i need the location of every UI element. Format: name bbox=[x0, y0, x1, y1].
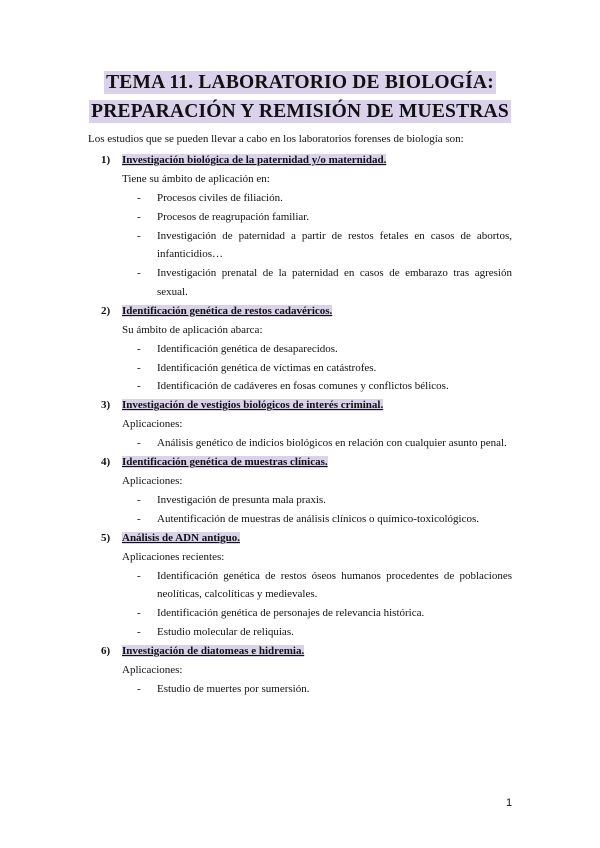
dash-bullet: - bbox=[137, 569, 141, 582]
dash-bullet: - bbox=[137, 625, 141, 638]
list-item-text: Identificación genética de víctimas en catástrofes. bbox=[157, 361, 377, 374]
title-line-1: TEMA 11. LABORATORIO DE BIOLOGÍA: bbox=[106, 72, 494, 93]
intro-text: Los estudios que se pueden llevar a cabo en los laboratorios forenses de biología son: bbox=[88, 133, 464, 145]
section-number: 1) bbox=[101, 154, 111, 166]
section-number: 3) bbox=[101, 399, 111, 412]
list-item-text: Investigación de paternidad a partir de restos fetales en casos de abortos, infanticidios… bbox=[157, 229, 512, 261]
list-item bbox=[0, 680, 600, 699]
section-title: Investigación biológica de la paternidad y/o maternidad. bbox=[122, 154, 387, 166]
dash-bullet: - bbox=[137, 607, 141, 620]
section-title: Investigación de diatomeas e hidremia. bbox=[122, 644, 305, 657]
section-subtitle: Aplicaciones: bbox=[122, 663, 183, 676]
section-number: 5) bbox=[101, 531, 111, 544]
section-title: Análisis de ADN antiguo. bbox=[122, 531, 240, 544]
list-item bbox=[0, 491, 600, 510]
dash-bullet: - bbox=[137, 682, 141, 695]
section-heading bbox=[0, 396, 600, 415]
dash-bullet: - bbox=[137, 512, 141, 525]
list-item-text: Identificación genética de personajes de relevancia histórica. bbox=[157, 607, 425, 620]
section-heading bbox=[0, 302, 600, 321]
sections-list bbox=[0, 151, 600, 699]
list-item bbox=[0, 377, 600, 396]
list-item bbox=[0, 189, 600, 208]
dash-bullet: - bbox=[137, 192, 141, 204]
list-item-text: Investigación prenatal de la paternidad en casos de embarazo tras agresión sexual. bbox=[157, 267, 512, 298]
section-subtitle: Tiene su ámbito de aplicación en: bbox=[122, 173, 270, 185]
list-item-text: Autentificación de muestras de análisis clínicos o químico-toxicológicos. bbox=[157, 512, 479, 525]
section-subtitle: Aplicaciones recientes: bbox=[122, 550, 225, 563]
list-item-text: Procesos de reagrupación familiar. bbox=[157, 210, 310, 223]
list-item-text: Identificación genética de restos óseos humanos procedentes de poblaciones neolíticas, calcolíticas y medievales. bbox=[157, 569, 512, 601]
section-heading bbox=[0, 151, 600, 170]
list-item bbox=[0, 227, 600, 265]
list-item bbox=[0, 264, 600, 302]
list-item bbox=[0, 510, 600, 529]
title-line-2: PREPARACIÓN Y REMISIÓN DE MUESTRAS bbox=[91, 101, 509, 122]
list-item bbox=[0, 567, 600, 605]
section-number: 2) bbox=[101, 304, 111, 317]
section-subtitle: Aplicaciones: bbox=[122, 474, 183, 487]
section-number: 4) bbox=[101, 455, 111, 468]
list-item bbox=[0, 208, 600, 227]
section-subtitle: Aplicaciones: bbox=[122, 418, 183, 431]
list-item-text: Estudio de muertes por sumersión. bbox=[157, 682, 310, 695]
section-title: Investigación de vestigios biológicos de interés criminal. bbox=[122, 399, 384, 412]
list-item-text: Procesos civiles de filiación. bbox=[157, 192, 283, 204]
dash-bullet: - bbox=[137, 342, 141, 355]
list-item-text: Identificación genética de desaparecidos. bbox=[157, 342, 338, 355]
section-title: Identificación genética de muestras clínicas. bbox=[122, 455, 328, 468]
dash-bullet: - bbox=[137, 229, 141, 242]
list-item-text: Investigación de presunta mala praxis. bbox=[157, 493, 326, 506]
list-item bbox=[0, 623, 600, 642]
dash-bullet: - bbox=[137, 210, 141, 223]
section-heading bbox=[0, 642, 600, 661]
dash-bullet: - bbox=[137, 437, 141, 450]
section-subtitle: Su ámbito de aplicación abarca: bbox=[122, 323, 263, 336]
dash-bullet: - bbox=[137, 493, 141, 506]
list-item bbox=[0, 340, 600, 359]
page-number: 1 bbox=[506, 797, 513, 809]
list-item bbox=[0, 359, 600, 378]
section-number: 6) bbox=[101, 644, 111, 657]
list-item bbox=[0, 604, 600, 623]
dash-bullet: - bbox=[137, 361, 141, 374]
list-item-text: Análisis genético de indicios biológicos en relación con cualquier asunto penal. bbox=[157, 437, 507, 450]
section-heading bbox=[0, 453, 600, 472]
dash-bullet: - bbox=[137, 267, 141, 280]
list-item-text: Estudio molecular de reliquias. bbox=[157, 625, 294, 638]
section-heading bbox=[0, 529, 600, 548]
section-title: Identificación genética de restos cadavéricos. bbox=[122, 304, 333, 317]
list-item-text: Identificación de cadáveres en fosas comunes y conflictos bélicos. bbox=[157, 380, 449, 393]
dash-bullet: - bbox=[137, 380, 141, 393]
list-item bbox=[0, 434, 600, 453]
